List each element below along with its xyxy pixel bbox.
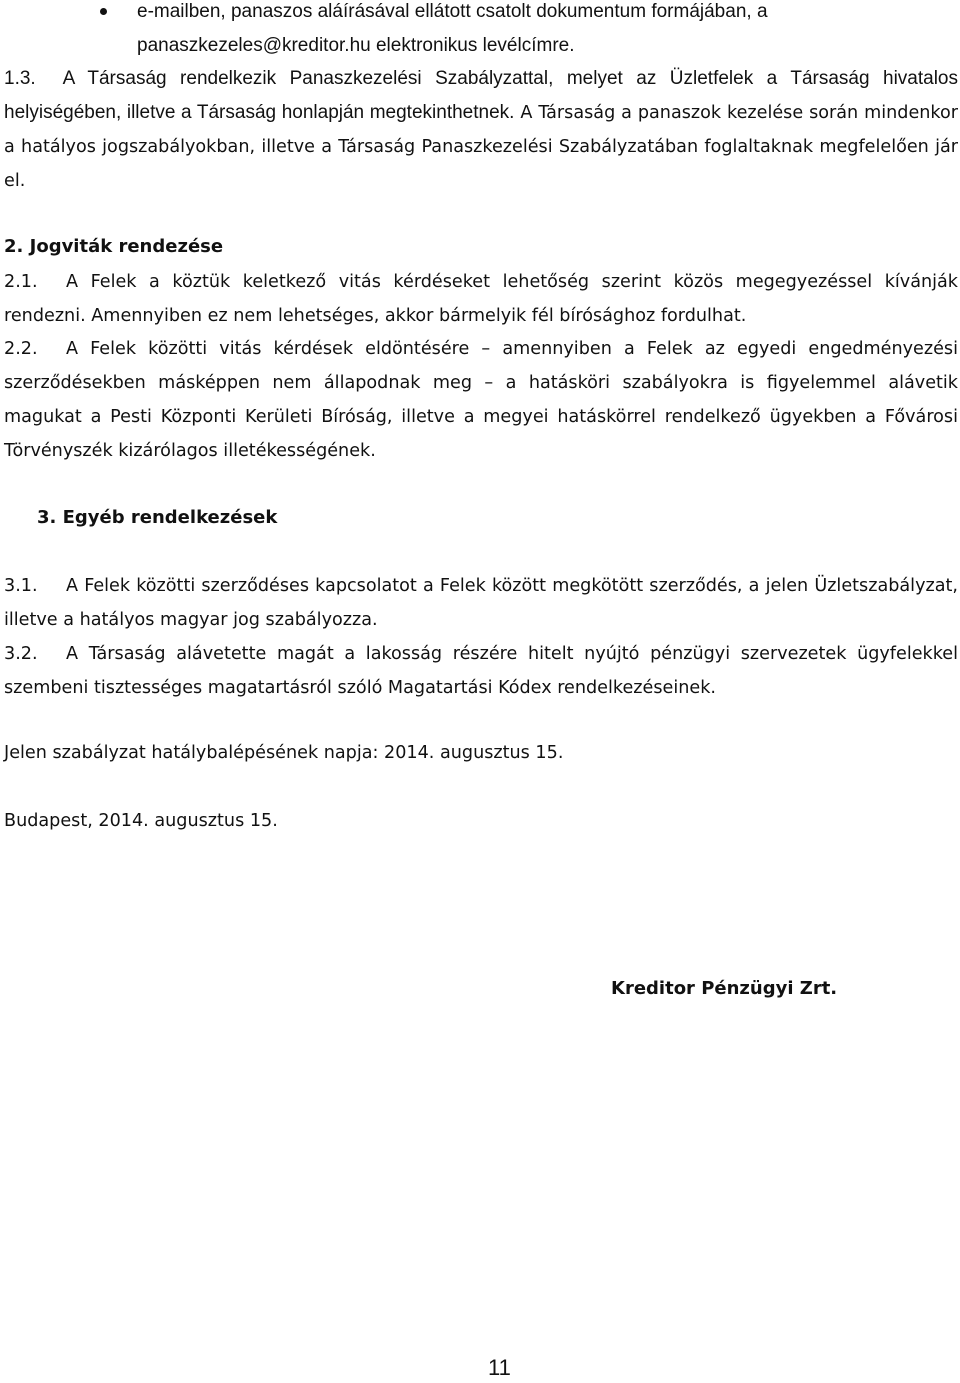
paragraph-2-2-number: 2.2. <box>4 339 38 359</box>
paragraph-3-1 <box>4 569 958 637</box>
paragraph-2-2-text: A Felek közötti vitás kérdések eldöntésére – amennyiben a Felek az egyedi engedményezési szerződésekben másképpen nem állapodnak meg – a hatásköri szabályokra is figyelemmel alávetik magukat a Pesti Központi Kerületi Bíróság, illetve a megyei hatáskörrel rendelkező ügyekben a Fővárosi Törvényszék kizárólagos illetékességének. <box>4 339 958 461</box>
page-number: 11 <box>488 1355 511 1380</box>
paragraph-1-3 <box>4 62 958 198</box>
paragraph-3-2-number: 3.2. <box>4 644 38 664</box>
section-2-heading: 2. Jogviták rendezése <box>4 236 224 257</box>
paragraph-3-1-text: A Felek közötti szerződéses kapcsolatot a Felek között megkötött szerződés, a jelen Üzletszabályzat, illetve a hatályos magyar jog szabályozza. <box>4 576 958 630</box>
bullet-line-2: panaszkezeles@kreditor.hu elektronikus levélcímre. <box>137 35 575 56</box>
place-date: Budapest, 2014. augusztus 15. <box>4 811 278 831</box>
paragraph-2-1-number: 2.1. <box>4 272 38 292</box>
paragraph-1-3-number: 1.3. <box>4 68 36 89</box>
paragraph-2-1-text: A Felek a köztük keletkező vitás kérdéseket lehetőség szerint közös megegyezéssel kívánják rendezni. Amennyiben ez nem lehetséges, akkor bármelyik fél bírósághoz fordulhat. <box>4 272 958 326</box>
paragraph-1-3-text-part1: A Társaság rendelkezik Panaszkezelési Szabályzattal, melyet az Üzletfelek a Társaság hivatalos helyiségében, illetve a Társaság honlapján megtekinthetnek. <box>4 68 959 123</box>
section-3-heading: 3. Egyéb rendelkezések <box>37 507 278 528</box>
paragraph-2-1 <box>4 265 958 333</box>
paragraph-2-2 <box>4 332 958 468</box>
bullet-item-text <box>137 0 959 63</box>
bullet-line-1: e-mailben, panaszos aláírásával ellátott csatolt dokumentum formájában, a <box>137 1 768 22</box>
paragraph-3-1-number: 3.1. <box>4 576 38 596</box>
paragraph-1-3-text-part2: A Társaság a panaszok kezelése során mindenkor a hatályos jogszabályokban, illetve a Társaság Panaszkezelési Szabályzatában foglaltaknak megfelelően jár el. <box>4 103 958 191</box>
bullet-icon <box>100 8 107 15</box>
company-signature: Kreditor Pénzügyi Zrt. <box>611 978 838 999</box>
effective-date: Jelen szabályzat hatálybalépésének napja: 2014. augusztus 15. <box>4 743 564 763</box>
paragraph-3-2-text: A Társaság alávetette magát a lakosság részére hitelt nyújtó pénzügyi szervezetek ügyfelekkel szembeni tisztességes magatartásról szóló Magatartási Kódex rendelkezéseinek. <box>4 644 958 698</box>
paragraph-3-2 <box>4 637 958 705</box>
